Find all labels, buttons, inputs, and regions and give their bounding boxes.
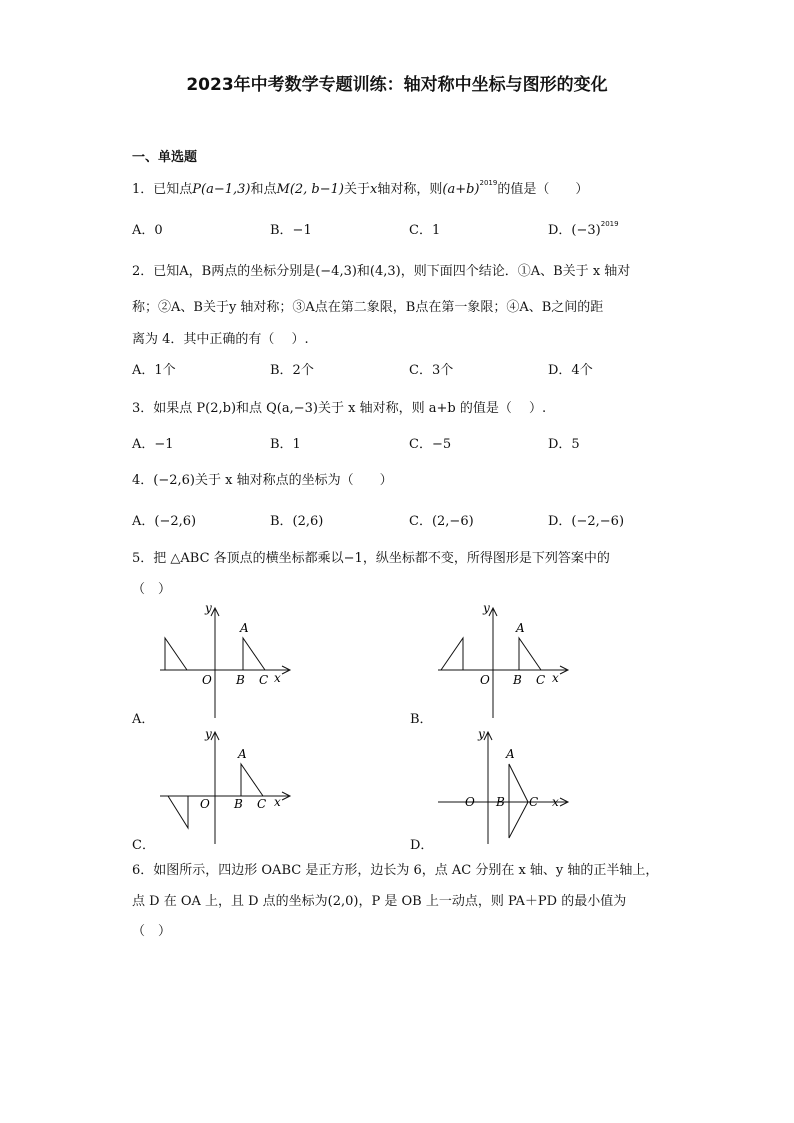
q4-option-c: C．(2,−6) — [409, 514, 474, 529]
question-6-line-3: （ ） — [132, 924, 172, 939]
q4-option-a: A．(−2,6) — [132, 514, 197, 529]
question-4: 4．(−2,6)关于 x 轴对称点的坐标为（ ） — [132, 473, 393, 488]
section-heading: 一、单选题 — [132, 150, 198, 165]
x-label: x — [274, 671, 281, 685]
q1-expression: (a+b) — [442, 182, 480, 197]
q3-option-c: C．−5 — [409, 437, 452, 452]
q1-text-e: 的值是（ ） — [497, 182, 589, 197]
y-label: y — [205, 601, 212, 615]
question-2-line-1: 2．已知A，B两点的坐标分别是(−4,3)和(4,3)，则下面四个结论．①A、B关于 x 轴对 — [132, 264, 631, 279]
triangle-abc — [241, 764, 263, 796]
y-label: y — [205, 727, 212, 741]
q1-text-c: 关于 — [344, 182, 371, 197]
triangle-image — [165, 638, 187, 670]
question-2-line-2: 称；②A、B关于y 轴对称；③A点在第二象限，B点在第一象限；④A、B之间的距 — [132, 300, 604, 315]
point-b-label: B — [513, 673, 522, 687]
q1-option-d-base: D．(−3) — [548, 223, 601, 238]
question-5-line-2: （ ） — [132, 582, 172, 597]
graph-b-label: B． — [410, 712, 433, 727]
origin-label: O — [480, 673, 490, 687]
triangle-abc — [509, 764, 528, 802]
q1-x: x — [370, 182, 378, 197]
graph-a-svg — [150, 600, 300, 720]
question-3: 3．如果点 P(2,b)和点 Q(a,−3)关于 x 轴对称，则 a+b 的值是（ ）. — [132, 401, 547, 416]
q4-option-b: B．(2,6) — [270, 514, 324, 529]
q2-option-d: D．4个 — [548, 363, 593, 378]
q1-text-a: 1．已知点 — [132, 182, 193, 197]
q1-point-p: P(a−1,3) — [192, 182, 251, 197]
x-label: x — [552, 795, 559, 809]
q2-option-a: A．1个 — [132, 363, 176, 378]
q1-point-m: M(2, b−1) — [276, 182, 344, 197]
graph-d-svg — [428, 726, 578, 846]
q4-option-d: D．(−2,−6) — [548, 514, 625, 529]
graph-b-svg — [428, 600, 578, 720]
point-c-label: C — [257, 797, 267, 811]
graph-option-c — [150, 726, 300, 850]
page-title: 2023年中考数学专题训练：轴对称中坐标与图形的变化 — [186, 75, 608, 95]
triangle-image — [509, 802, 528, 838]
question-2-line-3: 离为 4．其中正确的有（ ）. — [132, 332, 309, 347]
graph-option-a — [150, 600, 300, 724]
q3-option-d: D．5 — [548, 437, 580, 452]
triangle-image — [168, 796, 188, 828]
q1-option-b: B．−1 — [270, 223, 312, 238]
q1-exponent: 2019 — [479, 179, 498, 187]
q1-option-d-exponent: 2019 — [600, 220, 619, 228]
graph-option-d — [428, 726, 578, 850]
point-a-label: A — [238, 747, 247, 761]
point-a-label: A — [506, 747, 515, 761]
graph-c-label: C． — [132, 838, 155, 853]
origin-label: O — [200, 797, 210, 811]
q1-option-a: A．0 — [132, 223, 163, 238]
graph-c-svg — [150, 726, 300, 846]
origin-label: O — [202, 673, 212, 687]
point-c-label: C — [536, 673, 546, 687]
origin-label: O — [465, 795, 475, 809]
triangle-image — [441, 638, 463, 670]
triangle-abc — [243, 638, 265, 670]
graph-d-label: D． — [410, 838, 434, 853]
point-b-label: B — [496, 795, 505, 809]
q3-option-b: B．1 — [270, 437, 301, 452]
point-c-label: C — [529, 795, 539, 809]
q2-option-b: B．2个 — [270, 363, 314, 378]
question-6-line-2: 点 D 在 OA 上，且 D 点的坐标为(2,0)，P 是 OB 上一动点，则 PA＋PD 的最小值为 — [132, 894, 627, 909]
point-a-label: A — [240, 621, 249, 635]
q1-text-d: 轴对称，则 — [377, 182, 443, 197]
q1-option-c: C．1 — [409, 223, 441, 238]
point-a-label: A — [516, 621, 525, 635]
q1-text-b: 和点 — [250, 182, 277, 197]
point-c-label: C — [259, 673, 269, 687]
question-6-line-1: 6．如图所示，四边形 OABC 是正方形，边长为 6，点 AC 分别在 x 轴、y 轴的正半轴上， — [132, 863, 659, 878]
y-label: y — [483, 601, 490, 615]
y-label: y — [478, 727, 485, 741]
triangle-abc — [519, 638, 541, 670]
x-label: x — [274, 795, 281, 809]
q3-option-a: A．−1 — [132, 437, 174, 452]
point-b-label: B — [236, 673, 245, 687]
q2-option-c: C．3个 — [409, 363, 454, 378]
q1-option-d — [548, 219, 619, 238]
graph-a-label: A． — [132, 712, 155, 727]
question-1 — [132, 178, 588, 197]
point-b-label: B — [234, 797, 243, 811]
question-5-line-1: 5．把 △ABC 各顶点的横坐标都乘以−1，纵坐标都不变，所得图形是下列答案中的 — [132, 551, 610, 566]
graph-option-b — [428, 600, 578, 724]
x-label: x — [552, 671, 559, 685]
